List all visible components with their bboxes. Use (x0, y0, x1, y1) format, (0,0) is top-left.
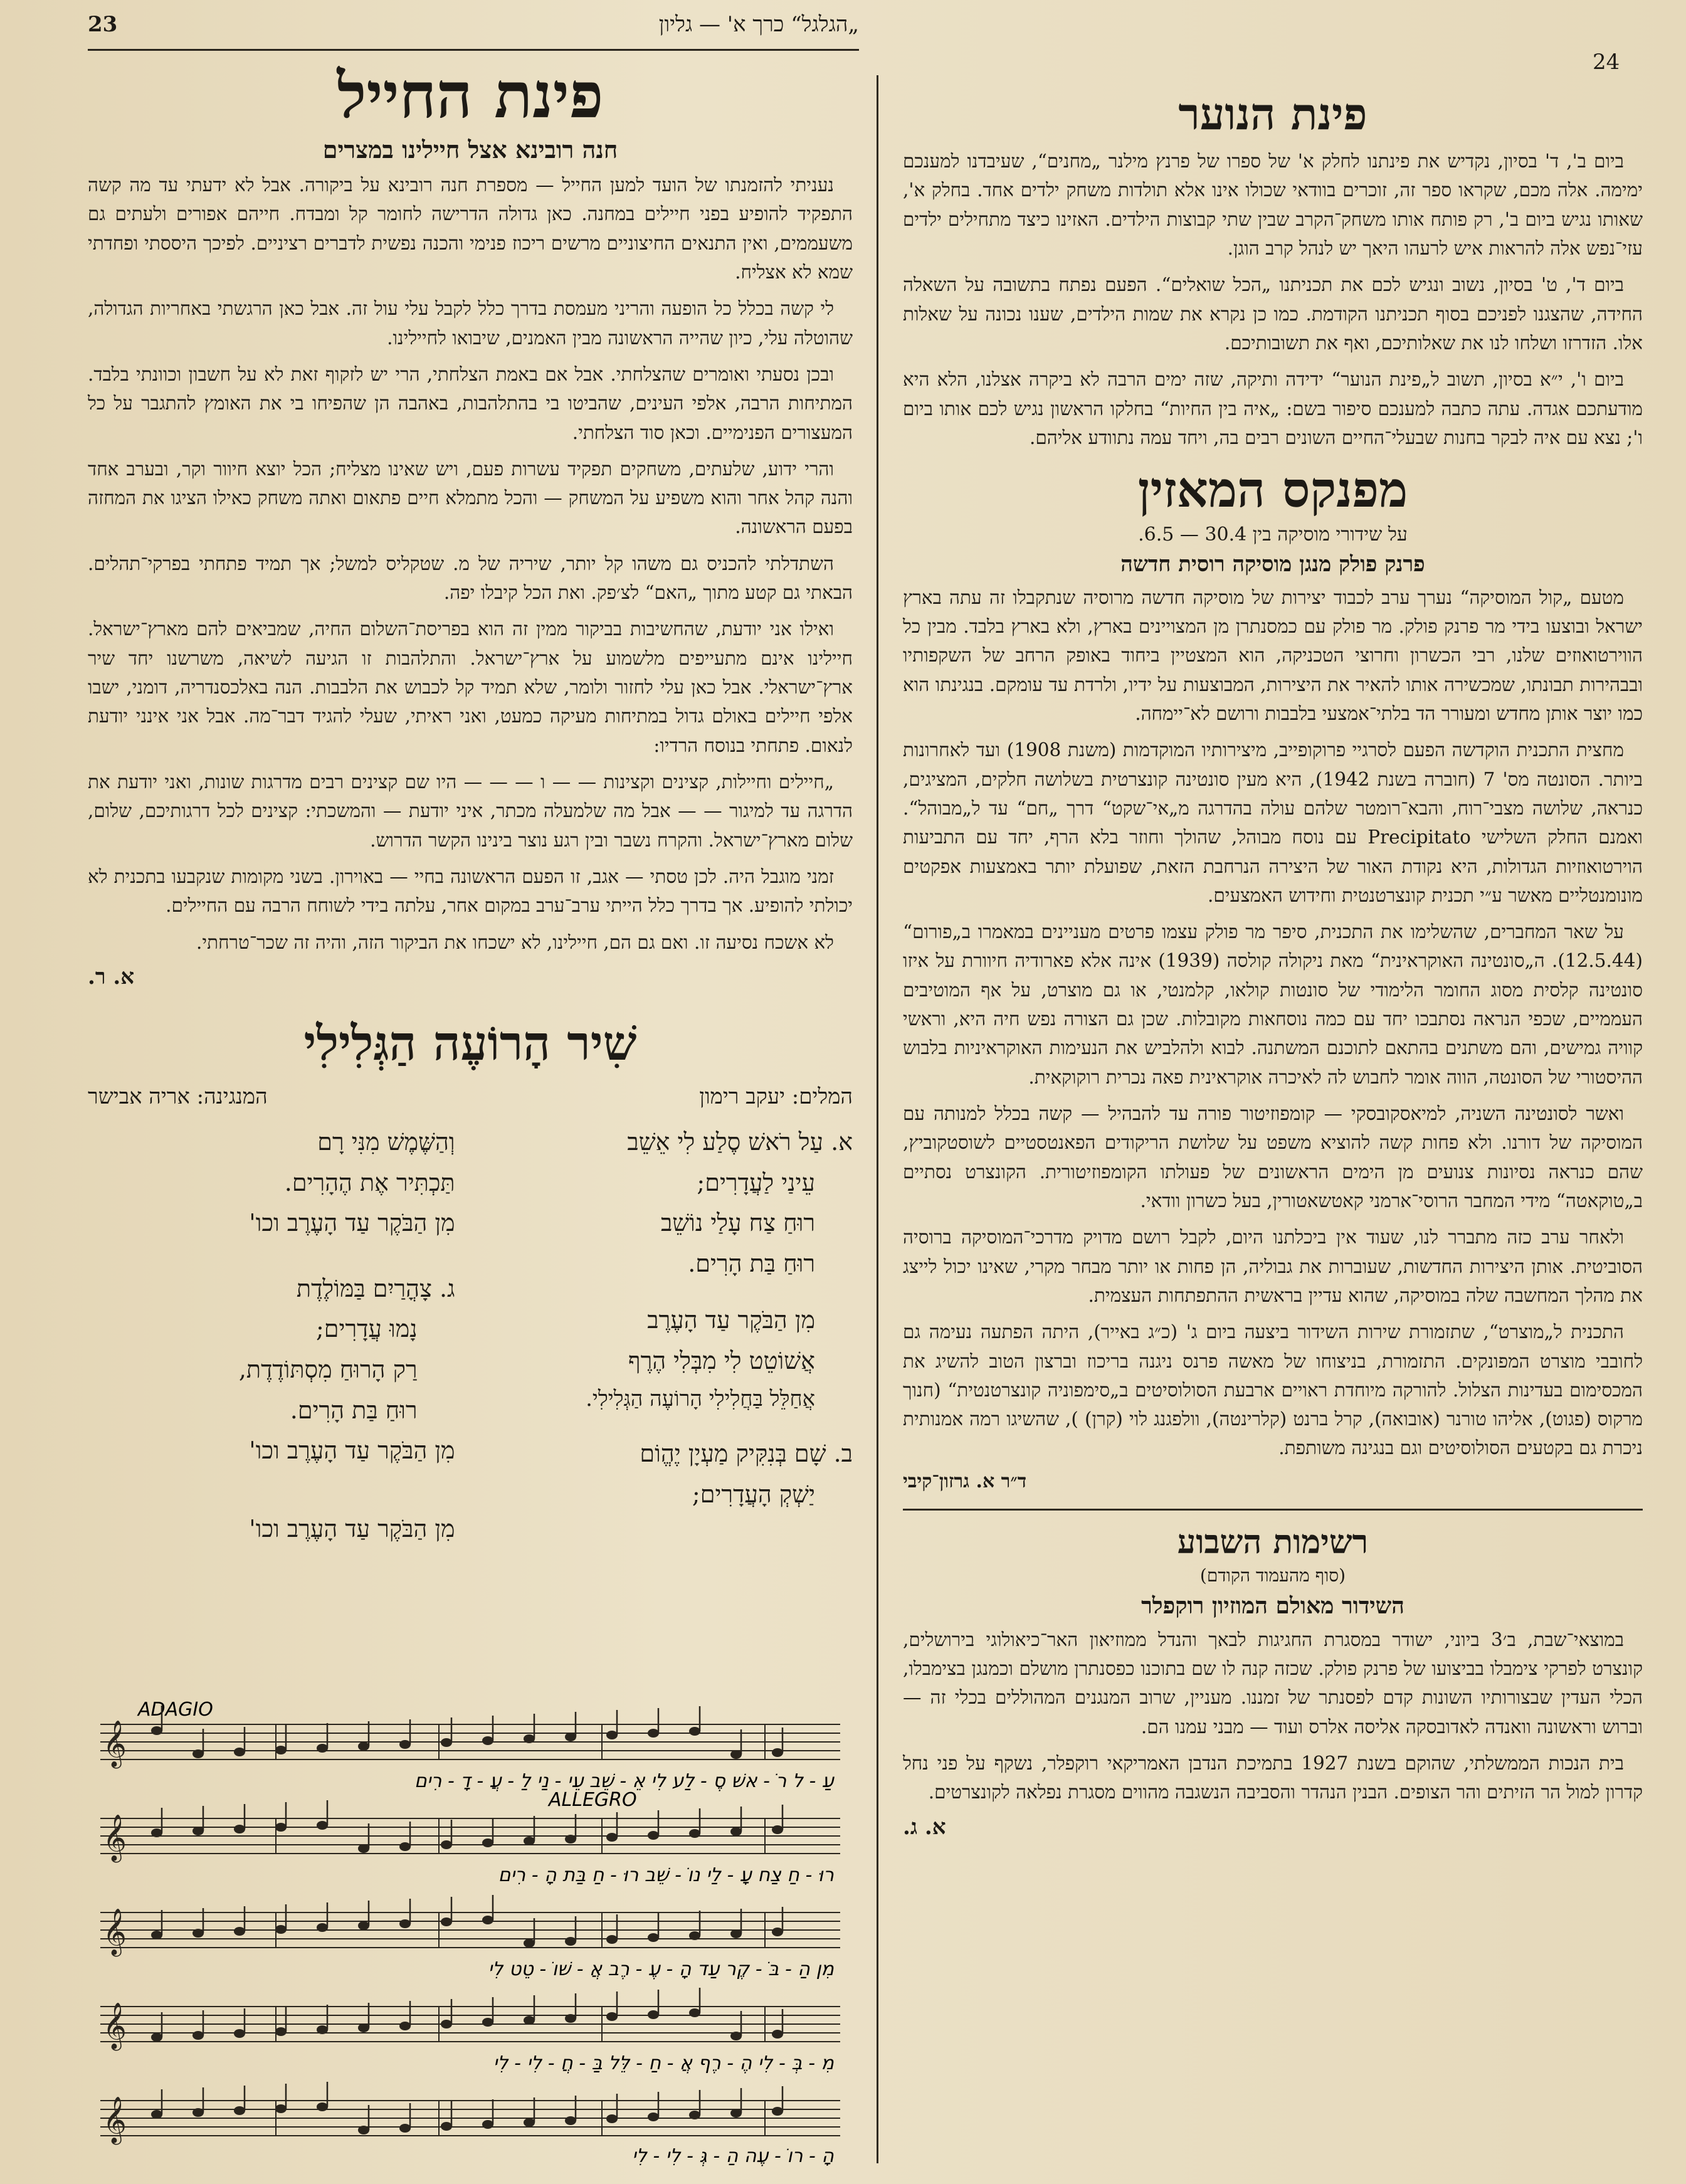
paragraph: על שאר המחברים, שהשלימו את התכנית, סיפר מר פולק עצמו פרטים מעניינים במאמרו ב„פורום“ (12.5.44). ה„סונטינה האוקראינית“ מאת ניקולה קולסה (1939) אינה אלא פארודיה חיוורת על איזו סונטינה קלסית מסוג החומר הלימודי של סונטות קולאו, קלמנטי, או גם מוצרט, על אף המוטיבים העממיים, שכפי הנראה נסתבכו יחד עם כמה נוסחאות מקובלות. שכן גם הצורה נפש חיה היא, וראשי קוויה גמישים, והם משתנים בהתאם לתוכנם המשתנה. לבוא ולהלביש את הנעימות האוקראיניות בלבוש ההיסטורי של הסונטה, הווה אומר לחבוש לה לאיכרה אוקראינית פאה נכרית רוקוקאית. (903, 921, 1643, 1088)
music-note (441, 1840, 452, 1849)
music-note (648, 2113, 659, 2121)
paragraph: ביום ד', ט' בסיון, נשוב ונגיש לכם את תכניתנו „הכל שואלים“. הפעם נפתח בתשובה על השאלה החידה, שהצגנו לפניכם בסוף תכניתנו הקודמת. כמו כן נקרא את שמות הילדים, שענו נכונה על שאלות אלו. הזדרזו ושלחו לנו את שאלותיכם, ואף את תשובותיכם. (903, 274, 1643, 354)
music-note (689, 1931, 700, 1940)
left-page-number: 23 (88, 12, 118, 37)
verse-a-continued (88, 1122, 455, 1243)
right-column (903, 88, 1643, 1845)
music-note (524, 1837, 535, 1845)
left-column (88, 60, 853, 1565)
music-note (772, 2107, 783, 2116)
verse-line: מִן הַבֹּקֶר עַד הָעֶרֶב וכו' (249, 1437, 455, 1465)
paragraph: ובכן נסעתי ואומרים שהצלחתי. אבל אם באמת הצלחתי, הרי יש לזקוף זאת לא על חשבון וכוונתי בלבד. המתיחות הרבה, אלפי העינים, שהביטו בי בהתלהבות, באהבה הן שהפיחו בי את האומץ להתגבר על כל המעצורים הפנימיים. וכאן סוד הצלחתי. (88, 363, 853, 443)
column-divider (877, 75, 878, 2163)
verse-a (485, 1122, 853, 1284)
verse-b-end (88, 1509, 455, 1549)
weekly-notes-subheading: השידור מאולם המוזיון רוקפלר (1141, 1592, 1404, 1619)
staff-lyrics-line: מִ - בְּ - לִי הֶ - רֶף אֲ - חַ - לֵּל בַּ - חֲ - לִי - לִי (493, 2052, 834, 2074)
music-note (648, 2010, 659, 2019)
verse-line: תַּכְתִּיר אֶת הֶהָרִים. (284, 1168, 455, 1196)
song-title: שִׁיר הָרוֹעֶה הַגְּלִילִי (303, 1015, 637, 1071)
music-note (234, 1748, 245, 1756)
music-note (606, 1935, 618, 1944)
soldier-corner-subtitle: חנה רובינא אצל חיילינו במצרים (322, 135, 618, 164)
weekly-notes-continuation: (סוף מהעמוד הקודם) (1199, 1564, 1346, 1586)
paragraph: לא אשכח נסיעה זו. ואם גם הם, חיילינו, לא ישכחו את הביקור הזה, והיה זה שכר־טרחתי. (196, 931, 834, 953)
paragraph: ולאחר ערב כזה מתברר לנו, שעוד אין ביכלתנו היום, לקבל רושם מדויק מדרכי־המוסיקה ברוסיה הסוביטית. אותן היצירות החדשות, שעוברות את גבוליה, הן פחות או יותר מבחר מקרי, שאינו יכול לייצג את מהלך המחשבה שלה במוסיקה, שהוא עדיין בראשית ההתפתחות העצמית. (903, 1227, 1643, 1306)
music-note (358, 1921, 369, 1930)
music-note (482, 2120, 493, 2129)
refrain-line: אֲשׁוֹטֵט לִי מִבְּלִי הֶרֶף (628, 1346, 815, 1374)
melody-credit: המנגינה: אריה אבישר (88, 1084, 268, 1109)
verse-line: ב. שָׁם בְּנִקִּיק מַעְיָן יֶהֱוֹם (640, 1440, 853, 1468)
music-note (772, 1825, 783, 1834)
music-note (234, 1927, 245, 1936)
music-note (689, 1727, 700, 1736)
tempo-adagio: ADAGIO (138, 1699, 213, 1721)
music-note (399, 2022, 411, 2030)
music-note (317, 2025, 328, 2034)
music-notebook-signature: ד״ר א. גרזון־קיבי (903, 1470, 1027, 1492)
music-note (275, 1925, 287, 1934)
staff-lyrics-line: הָ - רוֹ - עֶה הַ - גְּ - לִי - לִי (632, 2145, 834, 2167)
music-note (482, 1736, 493, 1745)
tempo-allegro: ALLEGRO (549, 1789, 637, 1811)
music-note (317, 2102, 328, 2111)
music-note (565, 1733, 576, 1741)
verses-right-column (485, 1122, 853, 1565)
verse-b (485, 1433, 853, 1514)
right-page-number: 24 (1593, 50, 1620, 75)
music-note (524, 1939, 535, 1948)
verse-line: רוּחַ צַח עָלַי נוֹשֵׁב (660, 1209, 815, 1237)
music-note (441, 2020, 452, 2028)
music-note (689, 2008, 700, 2017)
music-note (358, 1742, 369, 1751)
verse-line: עֵינַי לַעֲדָרִים; (697, 1168, 815, 1196)
verses-left-column (88, 1122, 455, 1565)
music-notebook-subtitle-2: פרנק פולק מנגן מוסיקה רוסית חדשה (1120, 551, 1425, 577)
music-note (524, 1734, 535, 1743)
music-notebook-title: מפנקס המאזין (1137, 462, 1408, 519)
music-note (772, 1928, 783, 1936)
song-verses (88, 1122, 853, 1565)
music-note (565, 2014, 576, 2023)
music-note (648, 1729, 659, 1738)
music-note (358, 2126, 369, 2134)
verse-line: ג. צָהֳרַיִם בַּמּוֹלֶדֶת (296, 1274, 455, 1302)
music-note (648, 1831, 659, 1840)
verse-line: רוּחַ בַּת הָרִים. (290, 1396, 418, 1424)
weekly-notes-title: רשימות השבוע (1177, 1522, 1369, 1561)
music-note (275, 2104, 287, 2113)
youth-corner-body (903, 147, 1643, 452)
youth-corner-title: פינת הנוער (1178, 88, 1367, 140)
music-note (772, 2030, 783, 2039)
paragraph: ואשר לסונטינה השניה, למיאסקובסקי — קומפוזיטור פורה עד להבהיל — קשה בכלל למנותה עם המוסיקה של דורנו. ולא פחות קשה להוציא משפט על שלושת הריקודים הפאנטסטיים לשוסטקוביץ, שהם כנראה נסיונות צנועים מן הימים הראשונים של פעולתו הקומפוזיטורית. הקונצרט נסתיים ב„טוקאטה“ מידי המחבר הרוסי־ארמני קאטשאטורין, בעל כשרון וודאי. (903, 1103, 1643, 1211)
paragraph: זמני מוגבל היה. לכן טסתי — אגב, זו הפעם הראשונה בחיי — באוירון. בשני מקומות שנקבעו בתכנית לא יכולתי להופיע. אך בדרך כלל הייתי ערב־ערב במקום אחר, עלתה בידי לשוחח הרבה עם החיילים. (88, 865, 853, 917)
music-note (358, 1844, 369, 1853)
section-rule (903, 1509, 1643, 1511)
soldier-corner-body (88, 171, 853, 957)
treble-clef-icon: 𝄞 (103, 2003, 127, 2049)
music-note (399, 1919, 411, 1928)
music-note (730, 2109, 742, 2118)
music-note (730, 1827, 742, 1836)
music-note (772, 1748, 783, 1757)
soldier-corner-signature: א. ר. (88, 964, 135, 989)
music-note (192, 1929, 204, 1938)
music-note (317, 1923, 328, 1932)
treble-clef-icon: 𝄞 (103, 1721, 127, 1767)
soldier-corner-title: פינת החייל (337, 58, 604, 132)
paragraph: ביום ב', ד' בסיון, נקדיש את פינתנו לחלק א' של ספרו של פרנץ מילנר „מחנים“, שעיבדנו למענכם ימימה. אלה מכם, שקראו ספר זה, זוכרים בוודאי שכולו אינו אלא תולדות משחק ילדים אחד. בחלק א', שאותו נגיש ביום ב', רק פותח אותו משחק־הקרב שבין שתי קבוצות הילדים. האזינו כיצד מתחילים ילדים עזי־נפש אלה להראות איש לרעהו היאך יש לנהל קרב הוגן. (903, 150, 1643, 259)
music-notebook-body (903, 583, 1643, 1463)
paragraph: והרי ידוע, שלעתים, משחקים תפקיד עשרות פעם, ויש שאינו מצליח; הכל יוצא חיוור וקר, ובערב אחד והנה קהל אחר והוא משפיע על המשחק — והכל מתמלא חיים פתאום ואתה משחק כאילו הציגו את המחזה בפעם הראשונה. (88, 458, 853, 538)
refrain-line: אֲחַלֵּל בַּחֲלִילִי הָרוֹעֶה הַגְּלִילִי. (586, 1386, 815, 1411)
music-note (234, 1825, 245, 1833)
song-credits (88, 1084, 853, 1109)
music-note (317, 1744, 328, 1753)
paragraph: במוצאי־שבת, ב׳3 ביוני, ישודר במסגרת החגיגות לבאך והנדל ממוזיאון האר־כיאולוגי בירושלים, קונצרט לפרקי צימבלו בביצועו של פרנק פולק. שכזה קנה לו שם בתוכנו כפסנתרן מושלם וכמנגן בצימבלו, הכלי העדין שבצורותיו השונות קדם לפסנתר של זמננו. מעניין, שרוב המנגנים המהוללים בכלי זה — וברוש וראשונה וואנדה לאדובסקה אליסה אלרס ועוד — מבני עמנו הם. (903, 1628, 1643, 1738)
right-page-header (903, 38, 1624, 87)
music-note (482, 1916, 493, 1924)
music-note (192, 1749, 204, 1758)
music-note (565, 1937, 576, 1946)
paragraph: נעניתי להזמנתו של הועד למען החייל — מספרת חנה רובינא על ביקורה. אבל לא ידעתי עד מה קשה התפקיד להופיע בפני חיילים במחנה. כאן גדולה הדרישה לחומר קל ומבדח. חייהם אפורים ולעתים גם משעממים, ואין התנאים החיצוניים מרשים ריכוז פנימי והכנה נפשית לדברים רציניים. לפיכך היססתי ופחדתי שמא לא אצליח. (88, 174, 853, 283)
left-page-header (88, 0, 859, 51)
verse-line: מִן הַבֹּקֶר עַד הָעֶרֶב וכו' (249, 1514, 455, 1543)
music-note (565, 2116, 576, 2125)
music-note (689, 2111, 700, 2119)
music-note (689, 1829, 700, 1838)
weekly-notes-body (903, 1625, 1643, 1807)
refrain-line: מִן הַבֹּקֶר עַד הָעֶרֶב (647, 1306, 815, 1334)
treble-clef-icon: 𝄞 (103, 1815, 127, 1861)
music-note (399, 2124, 411, 2133)
music-note (441, 1918, 452, 1926)
paragraph: „חיילים וחיילות, קצינים וקצינות — — ו — — — היו שם קצינים רבים מדרגות שונות, ואני יודעת את הדרגה עד למיגור — — אבל מה שלמעלה מכתר, איני יודעת — והמשכתי: קצינים לכל דרגותיכם, שלום, שלום מארץ־ישראל. והקרח נשבר ובין רגע נוצר בינינו הקשר הדרוש. (88, 771, 853, 851)
music-note (730, 1929, 742, 1938)
treble-clef-icon: 𝄞 (103, 1909, 127, 1955)
music-note (234, 2029, 245, 2038)
music-note (482, 2018, 493, 2027)
music-note (275, 2027, 287, 2036)
music-note (606, 2012, 618, 2021)
music-note (441, 2122, 452, 2131)
music-note (606, 2114, 618, 2123)
verse-line: יַשְׁקְ הָעֲדָרִים; (692, 1480, 815, 1508)
music-note (606, 1833, 618, 1842)
paragraph: בית הנכות הממשלתי, שהוקם בשנת 1927 בתמיכת הנדבן האמריקאי רוקפלר, נשקף על פני נחל קדרון למול הר הזיתים והר הצופים. הבנין הנהדר והסביבה הנשגבה מהווים מסגרת נפלאה לקונצרטים. (903, 1753, 1643, 1803)
music-note (151, 2033, 162, 2042)
left-page-title: „הגלגל“ כרך א' — גליון (658, 12, 859, 37)
music-note (524, 2118, 535, 2127)
music-note (441, 1738, 452, 1747)
paragraph: לי קשה בכלל כל הופעה והריני מעמסת בדרך כלל לקבל עלי עול זה. אבל כאן הרגשתי באחריות הגדולה, שהוטלה עלי, כיון שהייה הראשונה מבין האמנים, שיבואו לחיילינו. (88, 298, 853, 349)
weekly-notes-signature: א. ג. (903, 1814, 946, 1840)
music-note (192, 2031, 204, 2040)
treble-clef-icon: 𝄞 (103, 2097, 127, 2143)
paragraph: השתדלתי להכניס גם משהו קל יותר, שיריה של מ. שטקליס למשל; אך תמיד פתחתי בפרקי־תהלים. הבאתי גם קטע מתוך „האם“ לצ׳פק. ואת הכל קיבלו יפה. (88, 552, 853, 604)
music-note (275, 1823, 287, 1832)
sheet-music (88, 1693, 846, 2170)
verse-line: וְהַשֶּׁמֶשׁ מִנִּי רָם (317, 1128, 455, 1156)
music-note (234, 2106, 245, 2115)
music-note (399, 1842, 411, 1851)
music-note (192, 2108, 204, 2117)
music-note (524, 2016, 535, 2025)
lyrics-credit: המלים: יעקב רימון (699, 1084, 853, 1109)
verse-line: א. עַל רֹאשׁ סֶלַע לִי אֵשֵׁב (627, 1128, 853, 1156)
music-note (151, 1828, 162, 1837)
music-note (482, 1838, 493, 1847)
verse-line: רַק הָרוּחַ מִסְתּוֹדֶדֶת, (238, 1355, 418, 1383)
staff-lyrics-line: רוּ - חַ צַח עָ - לַי נוֹ - שֵׁב רוּ - חַ בַּת הָ - רִים (498, 1864, 834, 1886)
paragraph: מטעם „קול המוסיקה“ נערך ערב לכבוד יצירות של מוסיקה חדשה מרוסיה שנתקבלו זה עתה בארץ ישראל ובוצעו בידי מר פרנק פולק. מר פולק עם כמסנתרן מן המצויינים בארץ, ולא בארץ בלבד. מבין כל הווירטואוזים שלנו, רבי הכשרון וחרוצי הטכניקה, הוא המצטיין ביחוד באופק הרחב של השקפותיו ובבהירות תבונתו, שמכשירה אותו להאיר את היצירות, המבוצעות על ידיו, ולרדת עד עומקם. בנגינתו הוא כמו יוצר אותן מחדש ומעורר הד בלתי־אמצעי בלבבות ורושם לא־יימחה. (903, 586, 1643, 724)
music-note (730, 2032, 742, 2040)
refrain (485, 1300, 853, 1417)
music-note (565, 1835, 576, 1844)
music-notebook-subtitle: על שידורי מוסיקה בין 30.4 — 6.5. (1138, 523, 1408, 546)
music-note (730, 1750, 742, 1759)
music-note (606, 1731, 618, 1739)
music-note (358, 2023, 369, 2032)
verse-line: מִן הַבֹּקֶר עַד הָעֶרֶב וכו' (249, 1209, 455, 1237)
music-note (151, 1726, 162, 1735)
paragraph: מחצית התכנית הוקדשה הפעם לסרגיי פרוקופייב, מיצירותיו המוקדמות (משנת 1908) ועד לאחרונות ביותר. הסונטה מס' 7 (חוברה בשנת 1942), היא מעין סונטינה קונצרטית בשלושה חלקים, המציגים, כנראה, שלושה מצבי־רוח, והבא־רומטר שלהם עולה בהדרגה מ„אי־שקט“ דרך „חם“ עד ל„מבוהל“. ואמנם החלק השלישי Precipitato עם נוסח מבוהל, שהולך וחוזר בלא הרף, יחד עם התביעות הוירטואוזיות הגדולות, היא נקודת האור של היצירה הנרחבת הזאת, שפועלת יותר באמצעות אפקטים מונומנטליים מאשר ע״י תכנית קונצרטנטית וחידוש האמצעים. (903, 739, 1643, 906)
music-note (151, 2110, 162, 2119)
verse-g (88, 1269, 455, 1471)
music-note (151, 1931, 162, 1939)
music-note (648, 1933, 659, 1942)
music-note (399, 1740, 411, 1749)
paragraph: ביום ו', י״א בסיון, תשוב ל„פינת הנוער“ ידידה ותיקה, שזה ימים הרבה לא ביקרה אצלנו, הלא היא מודעתכם אגדה. עתה כתבה למענכם סיפור בשם: „איה בין החיות“ בחלקו הראשון נגיש לכם אותו ביום ו'; נצא עם איה לבקר בחנות שבעלי־החיים השונים רבים בה, ויחד עמה נתוודע אליהם. (903, 369, 1643, 448)
music-note (275, 1746, 287, 1754)
staff-lyrics-line: מִן הַ - בֹּ - קֶר עַד הָ - עֶ - רֶב אֲ - שׁוֹ - טֵט לִי (488, 1958, 834, 1980)
music-note (192, 1827, 204, 1835)
music-note (317, 1821, 328, 1830)
verse-line: נָמוּ עֲדָרִים; (315, 1315, 418, 1343)
paragraph: ואילו אני יודעת, שהחשיבות בביקור ממין זה הוא בפריסת־השלום החיה, שמביאים להם מארץ־ישראל. חיילינו אינם מתעייפים מלשמוע על ארץ־ישראל. והתלהבות זו הגיעה לשיאה, משרשנו יחד שיר ארץ־ישראלי. אבל כאן עלי לחזור ולומר, שלא תמיד קל לכבוש את הלבבות. הנה באלכסנדריה, דומני, ישבו אלפי חיילים באולם גדול במתיחות מעיקה כמעט, ואני ראיתי, שעלי להגיד דבר־מה. אבל אני אינני יודעת לנאום. פתחתי בנוסח הרדיו: (88, 618, 853, 756)
paragraph: התכנית ל„מוצרט“, שתזמורת שירות השידור ביצעה ביום ג' (כ״ג באייר), היתה הפתעה נעימה גם לחובבי מוצרט המפונקים. התזמורת, בניצוחו של מאשה פרנס ניגנה בריכוז וברצון הטוב להשיג את המכסימום בעדינות הצלול. להורקה מיוחדת ראויים ארבעת הסולוסיטים ב„סימפוניה קונצרטנטית“ (חנוך מרקוס (פגוט), אליהו טורנר (אובואה), קרל ברנט (קלרינטה), וולפגנג לוי (קרן) ), שהשיגו רמה אמנותית ניכרת גם בקטעים הסולוסיטים וגם בנגינה משותפת. (903, 1321, 1643, 1459)
staff-lyrics-line: עַ - ל רֹ - אשׁ סֶ - לַע לִי אֵ - שֵׁב עֵי - נַי לַ - עֲ - דָ - רִים (414, 1770, 834, 1792)
verse-line: רוּחַ בַּת הָרִים. (688, 1249, 815, 1277)
